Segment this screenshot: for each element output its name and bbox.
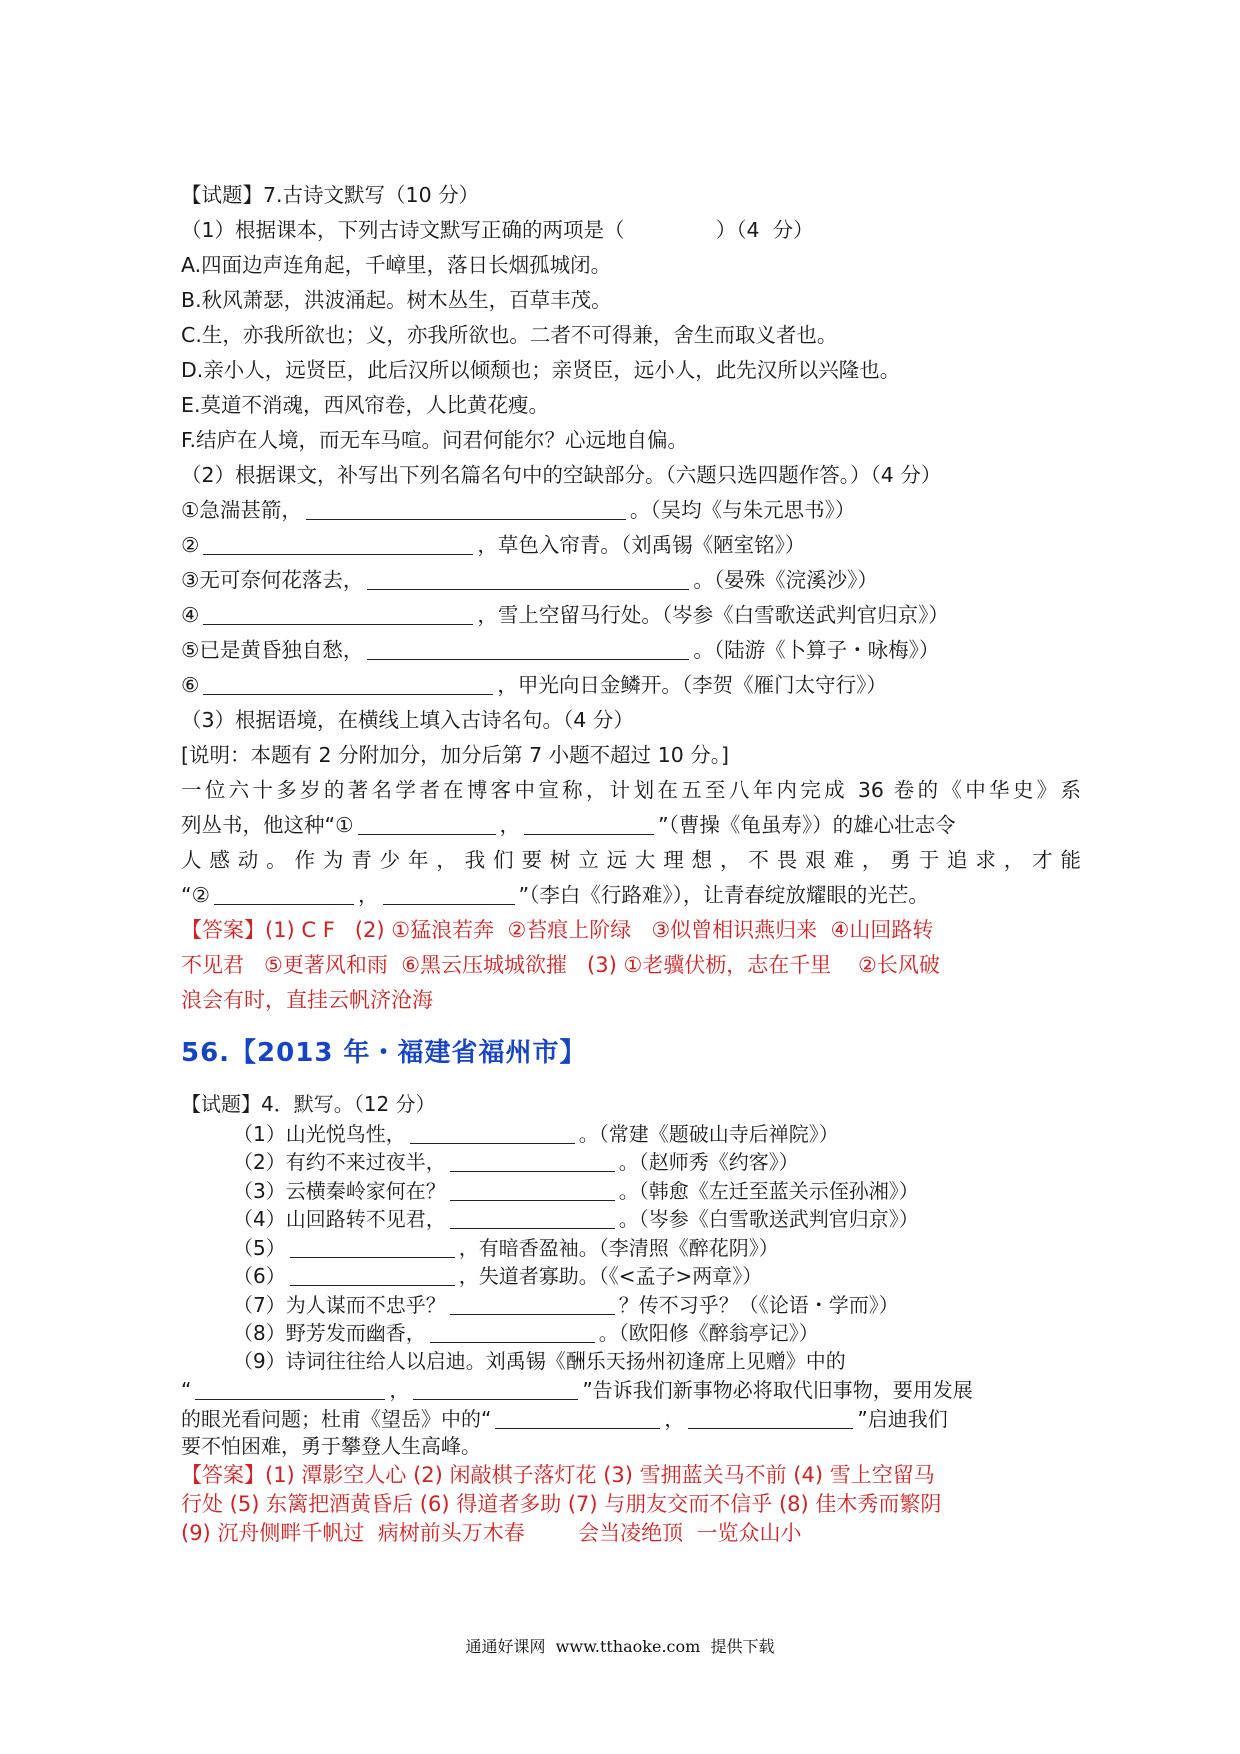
question-7-part-2: （2）根据课文，补写出下列名篇名句中的空缺部分。（六题只选四题作答。）（4 分） (181, 463, 942, 487)
text-fragment: ，有暗香盈袖。（李清照《醉花阴》） (458, 1235, 779, 1260)
dictation-item-6 (181, 1261, 1081, 1290)
fill-blank[interactable] (450, 1147, 615, 1172)
answer-line-3: 浪会有时，直挂云帆济沧海 (181, 988, 433, 1012)
context-paragraph-line-1: 一位六十多岁的著名学者在博客中宣称，计划在五至八年内完成 36 卷的《中华史》系 (181, 778, 1081, 802)
fill-blank[interactable] (290, 1261, 455, 1286)
dictation-item-3 (181, 1176, 1081, 1205)
fill-blank[interactable] (450, 1290, 615, 1315)
fill-item-1-post: 。（吴均《与朱元思书》） (629, 498, 856, 522)
option-b: B.秋风萧瑟，洪波涌起。树木丛生，百草丰茂。 (181, 288, 612, 312)
fill-blank[interactable] (306, 495, 626, 520)
dictation-item-2 (181, 1147, 1081, 1176)
text-fragment: （1）山光悦鸟性， (233, 1121, 406, 1146)
text-fragment: 。（欧阳修《醉翁亭记》） (598, 1321, 819, 1345)
text-fragment: 。（常建《题破山寺后禅院》） (578, 1121, 839, 1146)
fill-item-6-post: ，甲光向日金鳞开。（李贺《雁门太守行》） (497, 673, 887, 697)
fill-blank[interactable] (203, 600, 473, 625)
question-7-answer (181, 913, 1081, 1018)
text-fragment: 的眼光看问题；杜甫《望岳》中的“ (181, 1406, 492, 1431)
fill-blank[interactable] (410, 1119, 575, 1144)
fill-item-5-pre: ⑤已是黄昏独自愁， (181, 638, 364, 662)
answer-line-1: 【答案】(1) 潭影空人心 (2) 闲敲棋子落灯花 (3) 雪拥蓝关马不前 (4) 雪上空留马 (181, 1462, 935, 1487)
option-d: D.亲小人，远贤臣，此后汉所以倾颓也；亲贤臣，远小人，此先汉所以兴隆也。 (181, 358, 901, 382)
text-fragment: ， (358, 883, 379, 907)
text-fragment: （7）为人谋而不忠乎？ (233, 1292, 446, 1317)
answer-line-2: 不见君 ⑤更著风和雨 ⑥黑云压城城欲摧 (3) ①老骥伏枥，志在千里 ②长风破 (181, 953, 940, 977)
question-4-block (181, 1090, 1081, 1548)
fill-blank[interactable] (413, 1375, 578, 1400)
context-paragraph-line-2 (181, 808, 1081, 843)
text-fragment: “② (181, 883, 210, 907)
question-7-note: [说明：本题有 2 分附加分，加分后第 7 小题不超过 10 分。] (181, 743, 730, 767)
text-fragment: （3）云横秦岭家何在？ (233, 1178, 446, 1203)
text-fragment: ， (664, 1406, 685, 1431)
fill-item-5 (181, 633, 1081, 668)
fill-item-2 (181, 528, 1081, 563)
option-e: E.莫道不消魂，西风帘卷，人比黄花瘦。 (181, 393, 549, 417)
question-4-title: 【试题】4．默写。（12 分） (181, 1092, 436, 1116)
fill-item-3-pre: ③无可奈何花落去， (181, 568, 364, 592)
dictation-item-7 (181, 1290, 1081, 1319)
text-fragment: ”启迪我们 (857, 1406, 948, 1431)
answer-line-3: (9) 沉舟侧畔千帆过 病树前头万木春 会当凌绝顶 一览众山小 (181, 1520, 802, 1545)
fill-blank[interactable] (367, 565, 689, 590)
question-7-title: 【试题】7.古诗文默写（10 分） (181, 183, 480, 207)
fill-blank[interactable] (290, 1233, 455, 1258)
text-fragment: ， (499, 813, 520, 837)
fill-item-2-pre: ② (181, 533, 200, 557)
option-a: A.四面边声连角起，千嶂里，落日长烟孤城闭。 (181, 253, 612, 277)
dictation-item-1 (181, 1119, 1081, 1148)
text-fragment: （6） (233, 1264, 286, 1288)
section-56-title: 56.【2013 年・福建省福州市】 (181, 1038, 587, 1068)
fill-blank[interactable] (203, 670, 493, 695)
fill-item-3 (181, 563, 1081, 598)
fill-blank[interactable] (450, 1176, 615, 1201)
question-7-part-1: （1）根据课本，下列古诗文默写正确的两项是（ ）（4 分） (181, 218, 814, 242)
page-footer: 通通好课网 www.tthaoke.com 提供下载 (465, 1637, 775, 1656)
answer-line-1: 【答案】(1) C F (2) ①猛浪若奔 ②苔痕上阶绿 ③似曾相识燕归来 ④山回路转 (181, 918, 934, 942)
text-fragment: （2）有约不来过夜半， (233, 1150, 446, 1174)
dictation-item-9-line-3 (181, 1404, 1081, 1433)
question-7-part-3: （3）根据语境，在横线上填入古诗名句。（4 分） (181, 708, 634, 732)
text-fragment: ”告诉我们新事物必将取代旧事物，要用发展 (582, 1378, 973, 1402)
fill-blank[interactable] (495, 1404, 660, 1429)
fill-blank[interactable] (688, 1404, 853, 1429)
context-paragraph-line-4 (181, 878, 1081, 913)
context-paragraph-line-3: 人感动。作为青少年，我们要树立远大理想，不畏艰难，勇于追求，才能 (181, 848, 1081, 872)
option-f: F.结庐在人境，而无车马喧。问君何能尔？心远地自偏。 (181, 428, 689, 452)
text-fragment: 列丛书，他这种“① (181, 813, 354, 837)
text-fragment: ”（李白《行路难》），让青春绽放耀眼的光芒。 (518, 883, 929, 907)
text-fragment: “ (181, 1378, 192, 1402)
text-fragment: 。（岑参《白雪歌送武判官归京》） (618, 1207, 919, 1231)
dictation-item-9-line-1: （9）诗词往往给人以启迪。刘禹锡《酬乐天扬州初逢席上见赠》中的 (233, 1348, 846, 1373)
fill-item-4-post: ，雪上空留马行处。（岑参《白雪歌送武判官归京》） (477, 603, 949, 627)
fill-blank[interactable] (524, 810, 654, 835)
fill-item-3-post: 。（晏殊《浣溪沙》） (693, 568, 878, 592)
fill-blank[interactable] (358, 810, 496, 835)
fill-item-1-pre: ①急湍甚箭， (181, 498, 302, 522)
text-fragment: （4）山回路转不见君， (233, 1207, 446, 1231)
option-c: C.生，亦我所欲也；义，亦我所欲也。二者不可得兼，舍生而取义者也。 (181, 323, 838, 347)
text-fragment: （8）野芳发而幽香， (233, 1321, 426, 1345)
fill-item-1 (181, 493, 1081, 528)
text-fragment: 。（韩愈《左迁至蓝关示侄孙湘》） (618, 1178, 919, 1203)
dictation-item-4 (181, 1204, 1081, 1233)
text-fragment: ， (389, 1378, 410, 1402)
fill-blank[interactable] (367, 635, 689, 660)
text-fragment: 。（赵师秀《约客》） (618, 1150, 799, 1174)
fill-item-6-pre: ⑥ (181, 673, 200, 697)
fill-item-4-pre: ④ (181, 603, 200, 627)
fill-item-6 (181, 668, 1081, 703)
dictation-item-5 (181, 1233, 1081, 1262)
fill-item-5-post: 。（陆游《卜算子・咏梅》） (693, 638, 940, 662)
dictation-item-8 (181, 1318, 1081, 1347)
fill-blank[interactable] (430, 1318, 595, 1343)
question-7-block (181, 178, 1081, 1018)
text-fragment: ”（曹操《龟虽寿》）的雄心壮志令 (658, 813, 956, 837)
text-fragment: ？传不习乎？（《论语・学而》） (618, 1292, 899, 1317)
fill-blank[interactable] (383, 880, 515, 905)
fill-item-4 (181, 598, 1081, 633)
fill-blank[interactable] (203, 530, 473, 555)
dictation-item-9-line-2 (181, 1375, 1081, 1404)
dictation-item-9-line-4: 要不怕困难，勇于攀登人生高峰。 (181, 1434, 481, 1458)
text-fragment: ，失道者寡助。（《<孟子>两章》） (458, 1264, 763, 1288)
answer-line-2: 行处 (5) 东篱把酒黄昏后 (6) 得道者多助 (7) 与朋友交而不信乎 (8) 佳木秀而繁阴 (181, 1491, 942, 1516)
question-4-answer (181, 1461, 1081, 1548)
text-fragment: （5） (233, 1235, 286, 1260)
fill-blank[interactable] (195, 1375, 385, 1400)
fill-blank[interactable] (214, 880, 354, 905)
fill-item-2-post: ，草色入帘青。（刘禹锡《陋室铭》） (477, 533, 806, 557)
fill-blank[interactable] (450, 1204, 615, 1229)
